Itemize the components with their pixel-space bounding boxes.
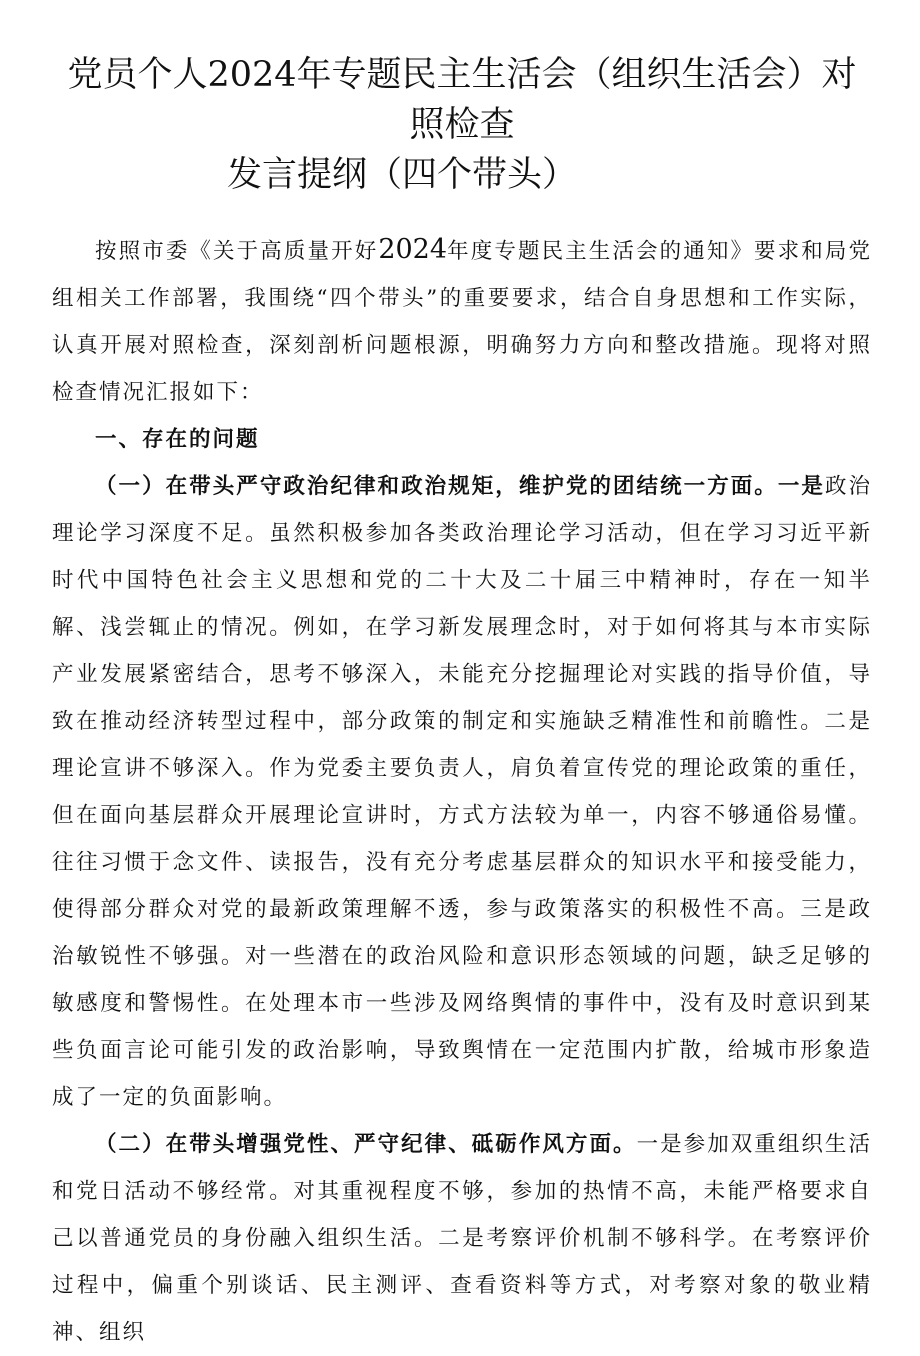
intro-paragraph [52, 226, 872, 416]
intro-text-rest: 年度专题民主生活会的通知》要求和局党组相关工作部署，我围绕“四个带头”的重要要求，结合自身思想和工作实际，认真开展对照检查，深刻剖析问题根源，明确努力方向和整改措施。现将对照检查情况汇报如下： [52, 239, 872, 405]
intro-text-start: 按照市委《关于高质量开好 [95, 239, 379, 264]
title-line-2: 发言提纲（四个带头） [226, 155, 577, 195]
subsection-1-heading: （一）在带头严守政治纪律和政治规矩，维护党的团结统一方面。一是 [95, 474, 825, 499]
document-body [52, 226, 872, 1356]
section-heading-problems: 一、存在的问题 [95, 427, 260, 452]
subsection-2-text: 一是参加双重组织生活和党日活动不够经常。对其重视程度不够，参加的热情不高，未能严格要求自己以普通党员的身份融入组织生活。二是考察评价机制不够科学。在考察评价过程中，偏重个别谈话、民主测评、查看资料等方式，对考察对象的敬业精神、组织 [52, 1132, 872, 1345]
subsection-1-text: 政治理论学习深度不足。虽然积极参加各类政治理论学习活动，但在学习习近平新时代中国特色社会主义思想和党的二十大及二十届三中精神时，存在一知半解、浅尝辄止的情况。例如，在学习新发展理念时，对于如何将其与本市实际产业发展紧密结合，思考不够深入，未能充分挖掘理论对实践的指导价值，导致在推动经济转型过程中，部分政策的制定和实施缺乏精准性和前瞻性。二是理论宣讲不够深入。作为党委主要负责人，肩负着宣传党的理论政策的重任，但在面向基层群众开展理论宣讲时，方式方法较为单一，内容不够通俗易懂。往往习惯于念文件、读报告，没有充分考虑基层群众的知识水平和接受能力，使得部分群众对党的最新政策理解不透，参与政策落实的积极性不高。三是政治敏锐性不够强。对一些潜在的政治风险和意识形态领域的问题，缺乏足够的敏感度和警惕性。在处理本市一些涉及网络舆情的事件中，没有及时意识到某些负面言论可能引发的政治影响，导致舆情在一定范围内扩散，给城市形象造成了一定的负面影响。 [52, 474, 872, 1110]
subsection-2-paragraph [52, 1121, 872, 1356]
document-title [52, 50, 872, 200]
title-line-1: 党员个人2024年专题民主生活会（组织生活会）对照检查 [67, 55, 857, 145]
intro-year: 2024 [378, 234, 448, 265]
subsection-1-paragraph [52, 463, 872, 1121]
subsection-2-heading: （二）在带头增强党性、严守纪律、砥砺作风方面。 [95, 1132, 637, 1157]
